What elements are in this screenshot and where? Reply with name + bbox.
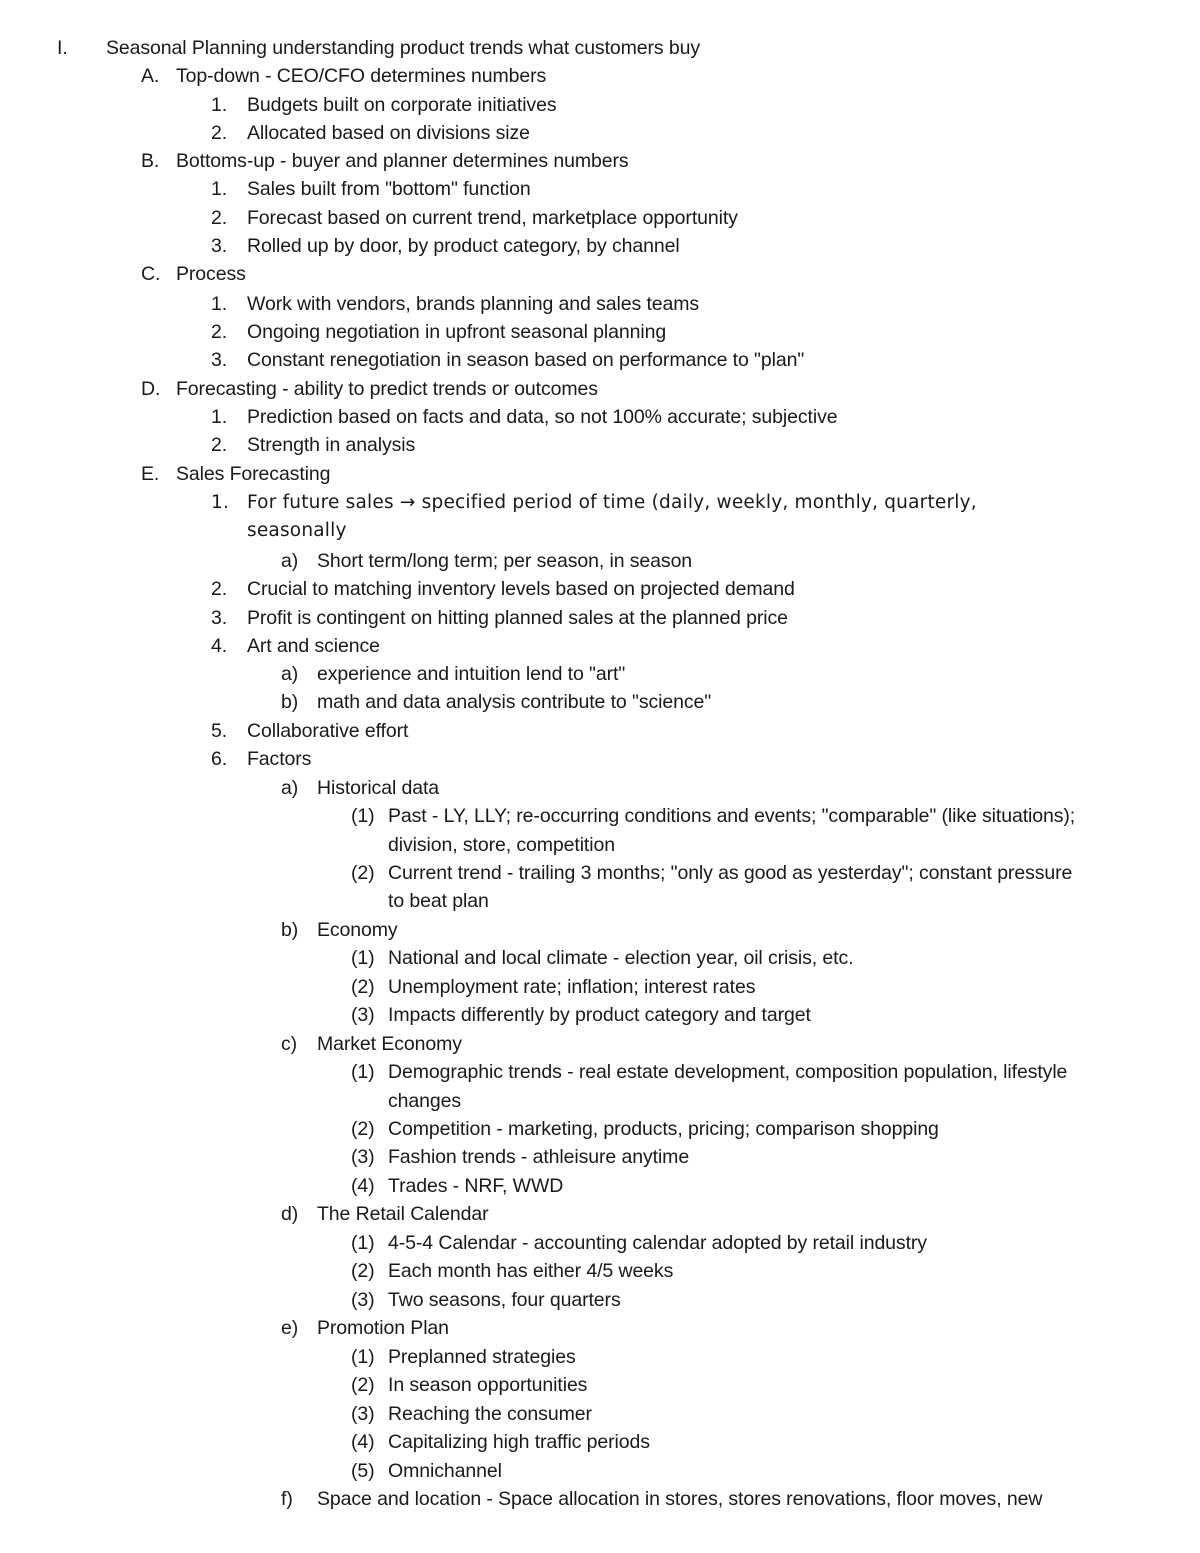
outline-marker: c) xyxy=(281,1033,298,1055)
outline-text: Preplanned strategies xyxy=(388,1346,576,1368)
outline-text: The Retail Calendar xyxy=(317,1203,489,1225)
outline-text: Unemployment rate; inflation; interest rates xyxy=(388,976,756,998)
outline-text: Rolled up by door, by product category, by channel xyxy=(247,235,680,257)
outline-marker: (3) xyxy=(351,1146,375,1168)
outline-marker: 1. xyxy=(211,178,228,200)
outline-text: Bottoms-up - buyer and planner determines numbers xyxy=(176,150,629,172)
outline-text: For future sales → specified period of time (daily, weekly, monthly, quarterly, xyxy=(247,492,977,513)
outline-text: Work with vendors, brands planning and sales teams xyxy=(247,293,700,315)
outline-text: National and local climate - election year, oil crisis, etc. xyxy=(388,947,854,969)
outline-text: Capitalizing high traffic periods xyxy=(388,1431,650,1453)
outline-text: Each month has either 4/5 weeks xyxy=(388,1260,674,1282)
outline-marker: E. xyxy=(141,463,160,485)
outline-marker: 3. xyxy=(211,235,228,257)
outline-text: math and data analysis contribute to "science" xyxy=(317,691,712,713)
outline-text: Budgets built on corporate initiatives xyxy=(247,94,557,116)
outline-text: Forecast based on current trend, marketplace opportunity xyxy=(247,207,738,229)
outline-text: Collaborative effort xyxy=(247,720,409,742)
outline-text: Past - LY, LLY; re-occurring conditions and events; "comparable" (like situations); xyxy=(388,805,1076,827)
outline-marker: a) xyxy=(281,777,299,799)
outline-marker: 1. xyxy=(211,94,228,116)
outline-marker: 2. xyxy=(211,321,228,343)
outline-text: Competition - marketing, products, pricing; comparison shopping xyxy=(388,1118,939,1140)
outline-marker: 4. xyxy=(211,635,228,657)
outline-text: Prediction based on facts and data, so not 100% accurate; subjective xyxy=(247,406,838,428)
outline-marker: A. xyxy=(141,65,160,87)
outline-text: Short term/long term; per season, in season xyxy=(317,550,693,572)
outline-marker: C. xyxy=(141,263,161,285)
outline-marker: (1) xyxy=(351,805,375,827)
outline-text: Current trend - trailing 3 months; "only as good as yesterday"; constant pressure xyxy=(388,862,1073,884)
outline-text: Market Economy xyxy=(317,1033,462,1055)
outline-text: Ongoing negotiation in upfront seasonal planning xyxy=(247,321,667,343)
outline-text: Fashion trends - athleisure anytime xyxy=(388,1146,690,1168)
outline-text: 4-5-4 Calendar - accounting calendar adopted by retail industry xyxy=(388,1232,927,1254)
outline-marker: 6. xyxy=(211,748,228,770)
outline-text: Impacts differently by product category and target xyxy=(388,1004,811,1026)
outline-text: Demographic trends - real estate development, composition population, lifestyle xyxy=(388,1061,1068,1083)
outline-marker: (1) xyxy=(351,947,375,969)
outline-text: In season opportunities xyxy=(388,1374,588,1396)
outline-text: experience and intuition lend to "art" xyxy=(317,663,626,685)
outline-text: Top-down - CEO/CFO determines numbers xyxy=(176,65,547,87)
outline-text: Factors xyxy=(247,748,312,770)
outline-marker: a) xyxy=(281,663,299,685)
outline-marker: (1) xyxy=(351,1061,375,1083)
outline-text: Sales built from "bottom" function xyxy=(247,178,531,200)
outline-text: Space and location - Space allocation in stores, stores renovations, floor moves, new xyxy=(317,1488,1043,1510)
outline-text: changes xyxy=(388,1090,462,1112)
outline-marker: b) xyxy=(281,919,299,941)
outline-marker: 3. xyxy=(211,349,228,371)
outline-marker: d) xyxy=(281,1203,299,1225)
outline-text: to beat plan xyxy=(388,890,489,912)
outline-text: Process xyxy=(176,263,246,285)
outline-text: Seasonal Planning understanding product trends what customers buy xyxy=(106,37,701,59)
outline-marker: (4) xyxy=(351,1431,375,1453)
outline-text: Promotion Plan xyxy=(317,1317,449,1339)
outline-marker: (1) xyxy=(351,1232,375,1254)
outline-marker: (2) xyxy=(351,1374,375,1396)
outline-text: Reaching the consumer xyxy=(388,1403,592,1425)
outline-marker: (2) xyxy=(351,1118,375,1140)
outline-text: Historical data xyxy=(317,777,440,799)
outline-marker: 2. xyxy=(211,578,228,600)
outline-marker: 1. xyxy=(211,406,228,428)
outline-marker: (3) xyxy=(351,1289,375,1311)
outline-marker: (1) xyxy=(351,1346,375,1368)
outline-text: Omnichannel xyxy=(388,1460,502,1482)
outline-text: division, store, competition xyxy=(388,834,615,856)
outline-text: Constant renegotiation in season based on performance to "plan" xyxy=(247,349,805,371)
outline-marker: (2) xyxy=(351,1260,375,1282)
outline-text: Two seasons, four quarters xyxy=(388,1289,621,1311)
outline-marker: (3) xyxy=(351,1403,375,1425)
outline-text: Sales Forecasting xyxy=(176,463,331,485)
outline-text: Forecasting - ability to predict trends or outcomes xyxy=(176,378,598,400)
outline-text: Economy xyxy=(317,919,398,941)
outline-marker: 5. xyxy=(211,720,228,742)
outline-marker: 3. xyxy=(211,607,228,629)
outline-marker: b) xyxy=(281,691,299,713)
outline-text: Profit is contingent on hitting planned sales at the planned price xyxy=(247,607,788,629)
outline-marker: (2) xyxy=(351,976,375,998)
outline-marker: 2. xyxy=(211,434,228,456)
outline-text: Strength in analysis xyxy=(247,434,416,456)
outline-marker: 1. xyxy=(211,293,228,315)
outline-marker: e) xyxy=(281,1317,299,1339)
outline-marker: f) xyxy=(281,1488,293,1510)
outline-text: Art and science xyxy=(247,635,380,657)
outline-marker: 1. xyxy=(211,492,230,513)
outline-marker: a) xyxy=(281,550,299,572)
outline-marker: (5) xyxy=(351,1460,375,1482)
outline-marker: B. xyxy=(141,150,160,172)
outline-text: Trades - NRF, WWD xyxy=(388,1175,564,1197)
outline-marker: (3) xyxy=(351,1004,375,1026)
outline-text: Crucial to matching inventory levels based on projected demand xyxy=(247,578,795,600)
outline-text: Allocated based on divisions size xyxy=(247,122,530,144)
outline-marker: D. xyxy=(141,378,161,400)
outline-marker: I. xyxy=(57,37,68,59)
outline-marker: (4) xyxy=(351,1175,375,1197)
outline-marker: 2. xyxy=(211,207,228,229)
outline-marker: 2. xyxy=(211,122,228,144)
outline-text: seasonally xyxy=(247,520,347,541)
outline-marker: (2) xyxy=(351,862,375,884)
